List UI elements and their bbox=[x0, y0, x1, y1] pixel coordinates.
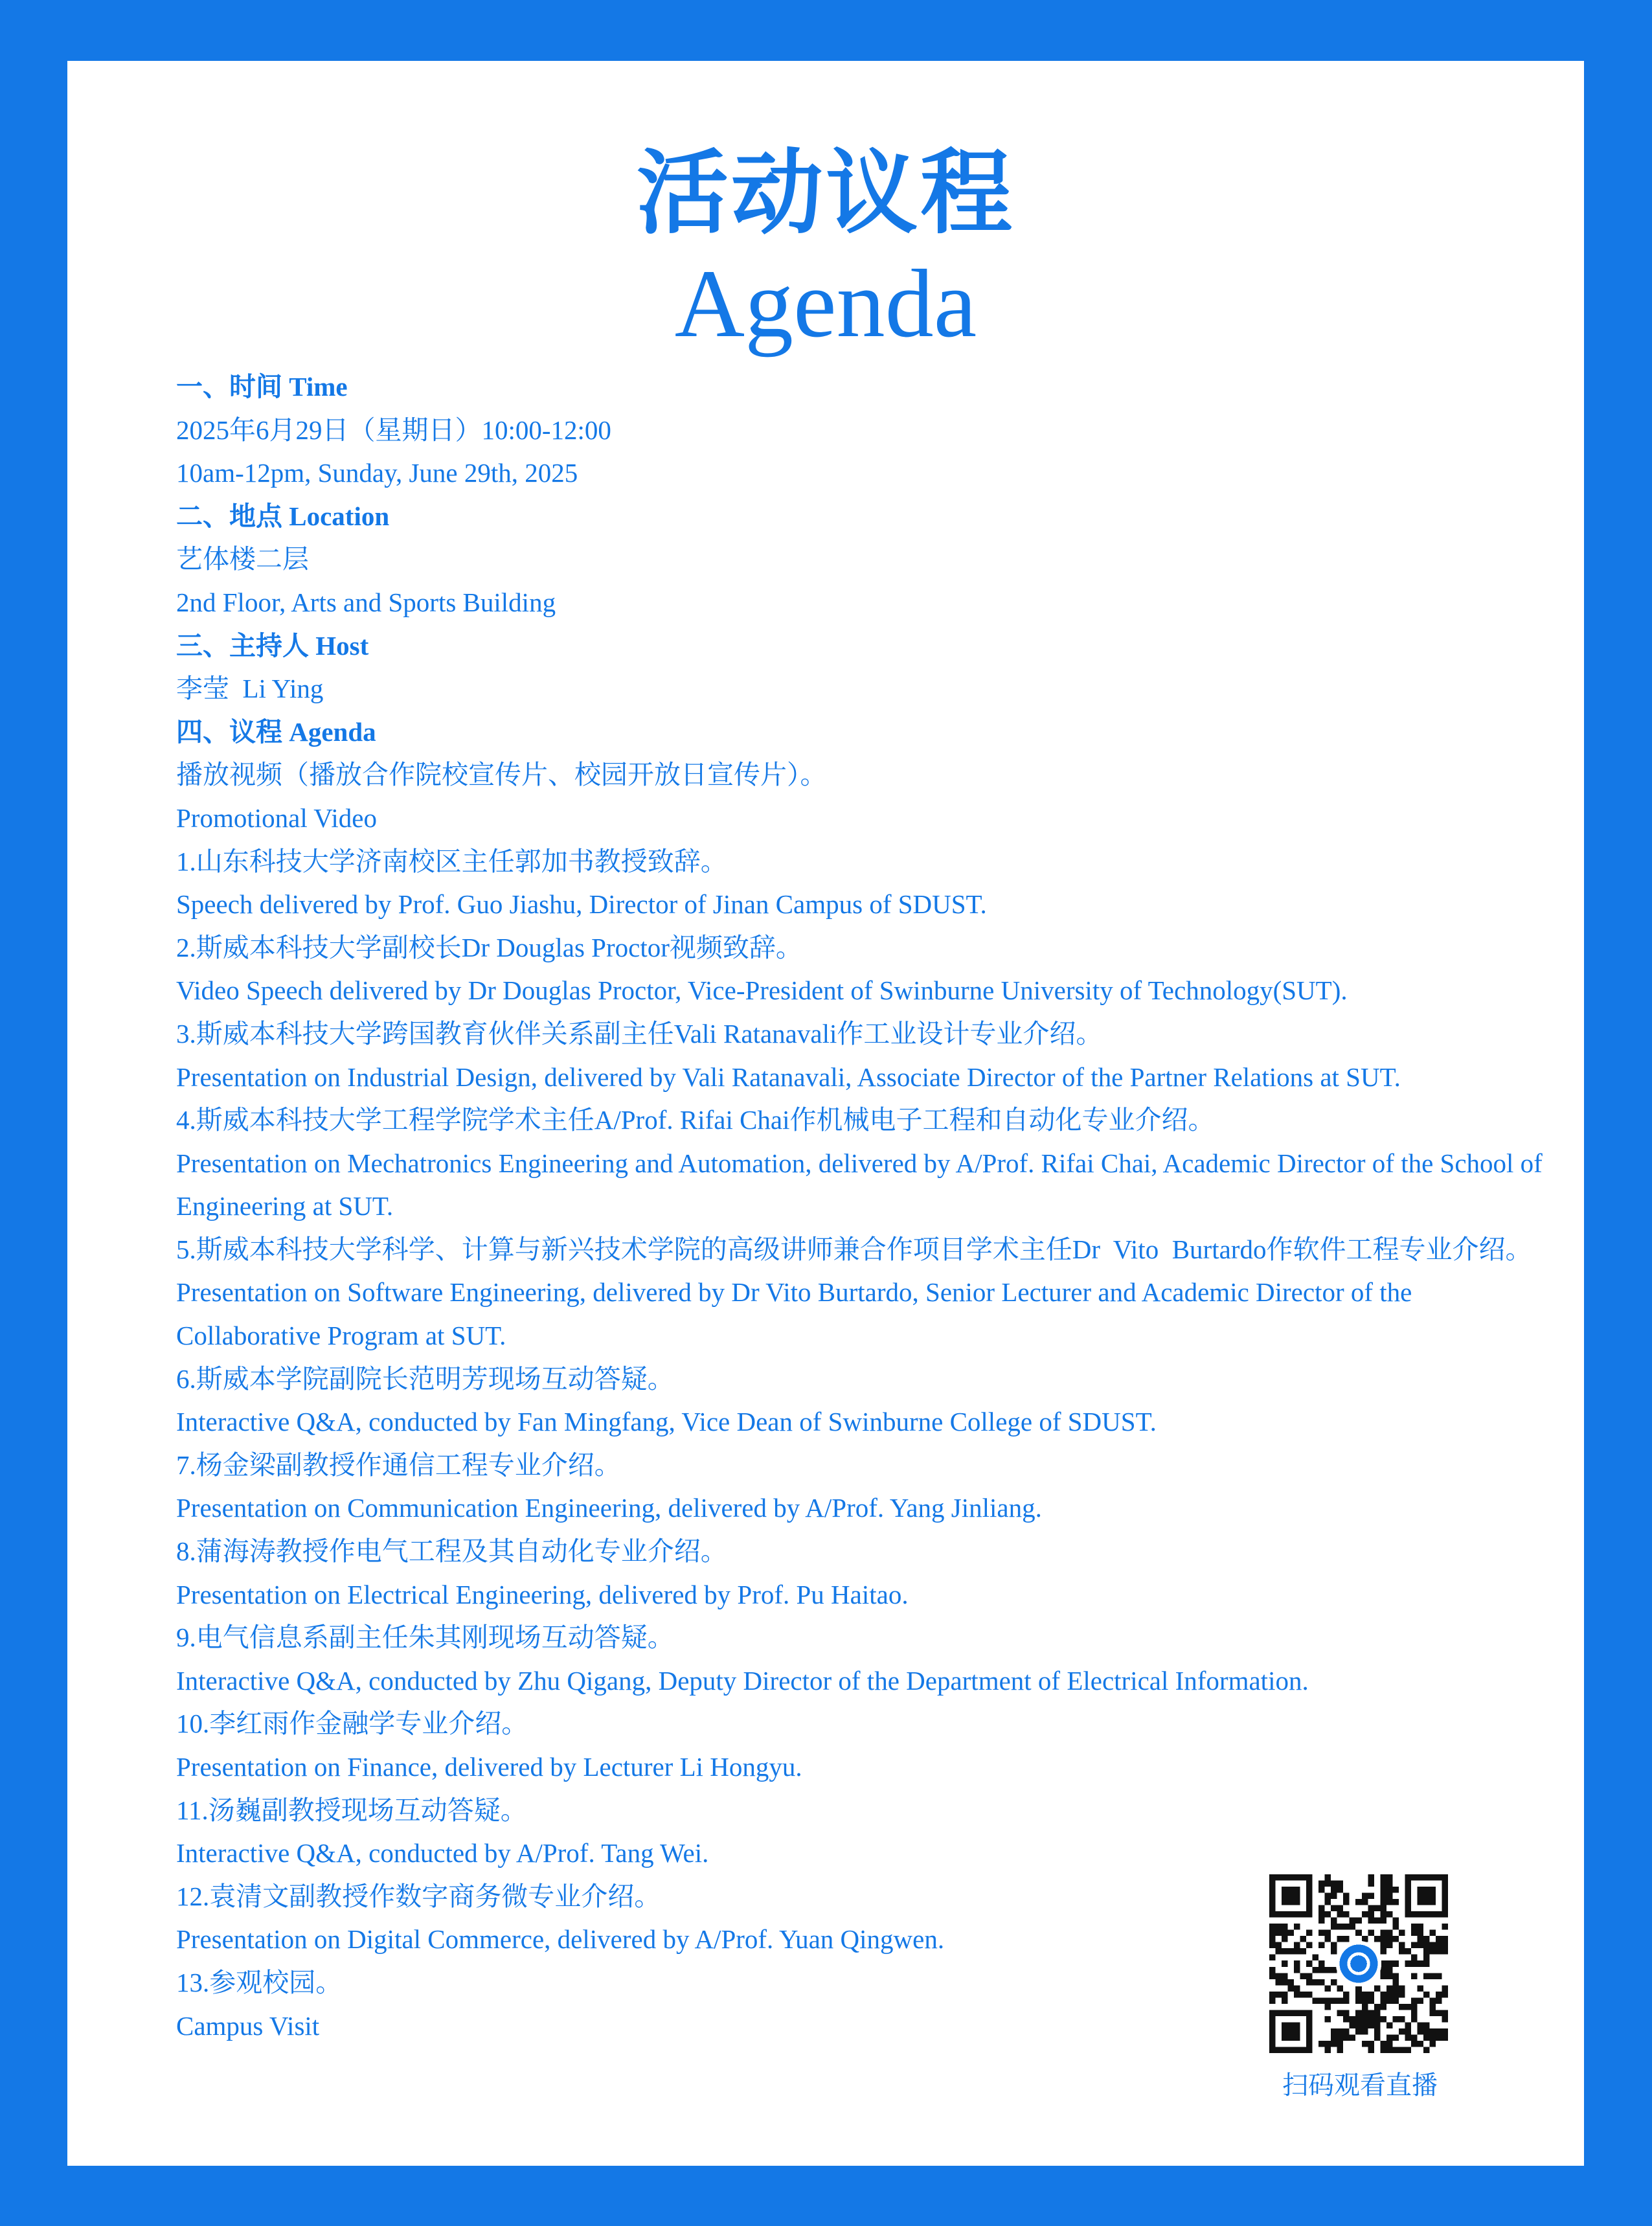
agenda-line: 5.斯威本科技大学科学、计算与新兴技术学院的高级讲师兼合作项目学术主任Dr Vito Burtardo作软件工程专业介绍。 bbox=[176, 1234, 1532, 1264]
agenda-line: 1.山东科技大学济南校区主任郭加书教授致辞。 bbox=[176, 846, 727, 876]
qr-code-icon[interactable] bbox=[1269, 1874, 1448, 2053]
agenda-line: Presentation on Communication Engineering, delivered by A/Prof. Yang Jinliang. bbox=[176, 1493, 1042, 1523]
agenda-line: Presentation on Software Engineering, delivered by Dr Vito Burtardo, Senior Lecturer and Academic Director of the Collaborative Program at SUT. bbox=[176, 1277, 1419, 1351]
live-stream-qr[interactable] bbox=[1245, 1874, 1465, 2107]
agenda-line: Presentation on Mechatronics Engineering and Automation, delivered by A/Prof. Rifai Chai, Academic Director of the School of Engineering at SUT. bbox=[176, 1148, 1550, 1221]
section-heading: 二、地点 Location bbox=[176, 501, 390, 531]
agenda-line: 10am-12pm, Sunday, June 29th, 2025 bbox=[176, 458, 578, 488]
agenda-line: Presentation on Industrial Design, delivered by Vali Ratanavali, Associate Director of the Partner Relations at SUT. bbox=[176, 1062, 1401, 1092]
agenda-line: Campus Visit bbox=[176, 2010, 320, 2041]
agenda-line: Interactive Q&A, conducted by Zhu Qigang, Deputy Director of the Department of Electrical Information. bbox=[176, 1665, 1309, 1696]
agenda-line: 4.斯威本科技大学工程学院学术主任A/Prof. Rifai Chai作机械电子工程和自动化专业介绍。 bbox=[176, 1105, 1215, 1135]
agenda-line: 11.汤巍副教授现场互动答疑。 bbox=[176, 1795, 527, 1825]
agenda-line: 2025年6月29日（星期日）10:00-12:00 bbox=[176, 415, 611, 445]
section-heading: 三、主持人 Host bbox=[176, 630, 369, 661]
agenda-page bbox=[67, 61, 1584, 2166]
agenda-line: 2.斯威本科技大学副校长Dr Douglas Proctor视频致辞。 bbox=[176, 932, 802, 962]
title-english: Agenda bbox=[674, 250, 977, 358]
agenda-line: Speech delivered by Prof. Guo Jiashu, Director of Jinan Campus of SDUST. bbox=[176, 889, 987, 920]
agenda-line: Presentation on Digital Commerce, delivered by A/Prof. Yuan Qingwen. bbox=[176, 1924, 945, 1955]
agenda-line: 3.斯威本科技大学跨国教育伙伴关系副主任Vali Ratanavali作工业设计专业介绍。 bbox=[176, 1018, 1103, 1049]
agenda-line: 6.斯威本学院副院长范明芳现场互动答疑。 bbox=[176, 1363, 674, 1394]
agenda-line: 8.蒲海涛教授作电气工程及其自动化专业介绍。 bbox=[176, 1536, 727, 1567]
qr-caption: 扫码观看直播 bbox=[1282, 2071, 1438, 2100]
agenda-line: Presentation on Finance, delivered by Lecturer Li Hongyu. bbox=[176, 1752, 802, 1782]
agenda-line: 10.李红雨作金融学专业介绍。 bbox=[176, 1709, 528, 1739]
agenda-line: Interactive Q&A, conducted by A/Prof. Tang Wei. bbox=[176, 1838, 709, 1868]
section-heading: 一、时间 Time bbox=[176, 372, 348, 402]
agenda-line: 7.杨金梁副教授作通信工程专业介绍。 bbox=[176, 1449, 621, 1480]
agenda-content bbox=[176, 365, 1562, 2047]
agenda-line: 12.袁清文副教授作数字商务微专业介绍。 bbox=[176, 1881, 661, 1911]
agenda-line: Promotional Video bbox=[176, 802, 377, 833]
agenda-line: 李莹 Li Ying bbox=[176, 674, 324, 704]
title-chinese: 活动议程 bbox=[637, 140, 1015, 247]
agenda-line: 播放视频（播放合作院校宣传片、校园开放日宣传片）。 bbox=[176, 760, 827, 790]
agenda-line: 2nd Floor, Arts and Sports Building bbox=[176, 587, 556, 617]
agenda-line: Presentation on Electrical Engineering, delivered by Prof. Pu Haitao. bbox=[176, 1579, 909, 1609]
agenda-line: 13.参观校园。 bbox=[176, 1967, 343, 1997]
agenda-line: Interactive Q&A, conducted by Fan Mingfang, Vice Dean of Swinburne College of SDUST. bbox=[176, 1407, 1157, 1437]
agenda-line: 9.电气信息系副主任朱其刚现场互动答疑。 bbox=[176, 1622, 674, 1653]
section-heading: 四、议程 Agenda bbox=[176, 716, 376, 747]
agenda-line: Video Speech delivered by Dr Douglas Proctor, Vice-President of Swinburne University of Technology(SUT). bbox=[176, 975, 1348, 1006]
agenda-line: 艺体楼二层 bbox=[176, 544, 309, 574]
